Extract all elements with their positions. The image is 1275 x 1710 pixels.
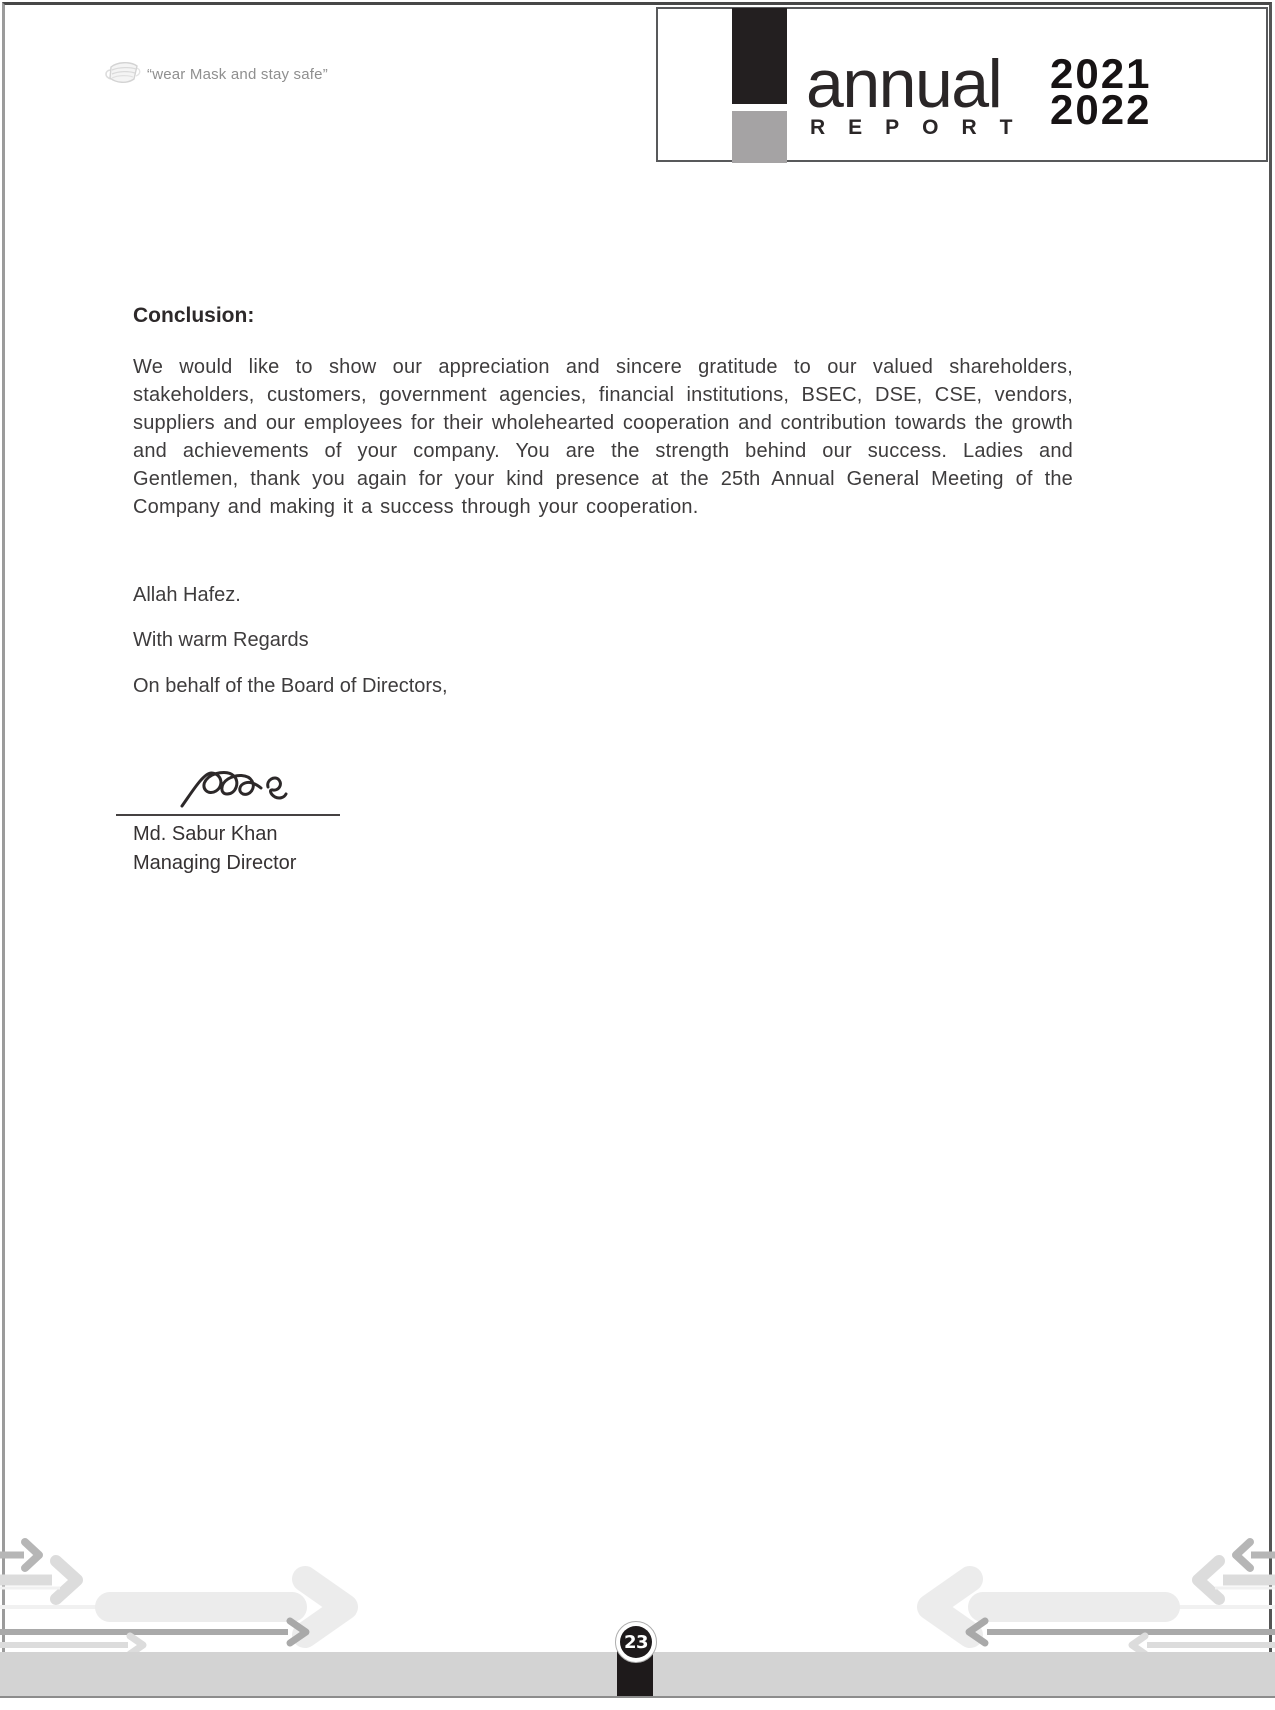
conclusion-paragraph: We would like to show our appreciation and sincere gratitude to our valued shareholders, stakeholders, customers, government agencies, financial institutions, BSEC, DSE, CSE, vendors, suppliers and our employees for their wholehearted cooperation and contribution towards the growth and achievements of your company. You are the strength behind our success. Ladies and Gentlemen, thank you again for your kind presence at the 25th Annual General Meeting of the Company and making it a success through your cooperation.: [133, 356, 1073, 518]
signatory-block: [133, 821, 296, 875]
signatory-title: Managing Director: [133, 852, 297, 874]
logo-subtitle: REPORT: [810, 116, 1036, 139]
closing-line-allah-hafez: Allah Hafez.: [133, 584, 241, 606]
signatory-name: Md. Sabur Khan: [133, 823, 278, 845]
signature-line: [116, 814, 340, 816]
logo-title: annual: [806, 46, 1002, 122]
footer-arrows-decoration: [0, 1395, 1275, 1653]
closing-line-on-behalf: On behalf of the Board of Directors,: [133, 675, 448, 697]
logo-years: [1050, 50, 1152, 133]
page-number-badge: [620, 1626, 652, 1658]
logo-year-bottom: 2022: [1050, 86, 1152, 133]
logo-black-block: [732, 8, 787, 104]
mask-note: [103, 58, 328, 90]
footer-bottom-rule: [0, 1696, 1275, 1698]
face-mask-icon: [103, 58, 143, 90]
page-number: 23: [623, 1631, 649, 1653]
mask-note-text: “wear Mask and stay safe”: [147, 65, 328, 83]
signature-image: [178, 760, 318, 816]
logo-year-top: 2021: [1050, 50, 1152, 97]
letter-content: [133, 303, 1073, 698]
logo-gray-block: [732, 111, 787, 163]
closing-line-warm-regards: With warm Regards: [133, 629, 309, 651]
conclusion-heading: Conclusion:: [133, 304, 255, 327]
